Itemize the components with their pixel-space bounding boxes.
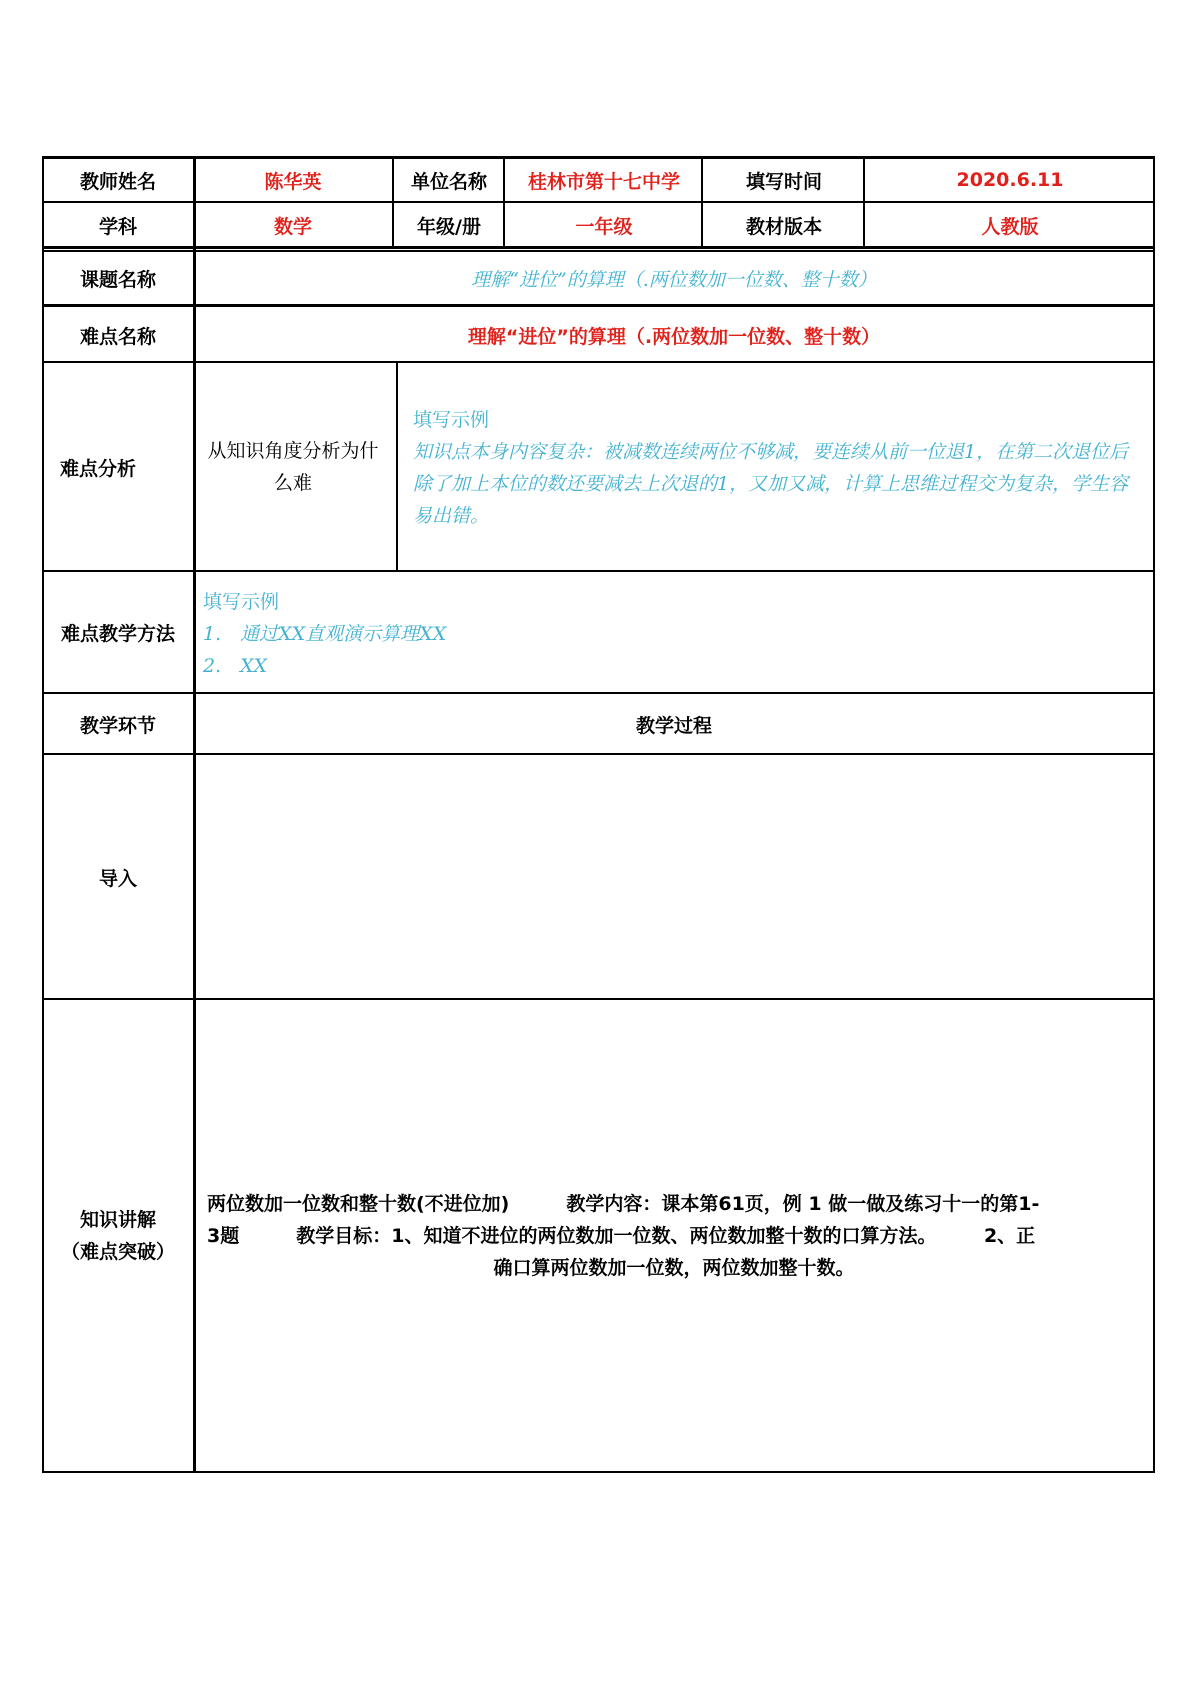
hline-bottom	[42, 1471, 1155, 1473]
difficulty-label: 难点名称	[79, 325, 156, 348]
method-example-title: 填写示例	[203, 591, 280, 613]
hline-3	[42, 246, 1155, 249]
method-example	[193, 572, 1155, 692]
difficulty-row	[43, 308, 1155, 362]
border-right	[1153, 156, 1155, 1473]
edition-value: 人教版	[981, 215, 1039, 238]
teacher-label: 教师姓名	[79, 170, 156, 193]
unit-label: 单位名称	[410, 170, 487, 193]
section-header-label: 教学环节	[79, 714, 156, 737]
hline-9	[42, 753, 1155, 755]
header-row-2	[43, 203, 1155, 247]
header-row-1	[43, 158, 1155, 202]
analysis-label: 难点分析	[59, 457, 136, 480]
explain-line-2: 3题 教学目标：1、知道不进位的两位数加一位数、两位数加整十数的口算方法。 2、正	[207, 1225, 1036, 1247]
intro-content	[193, 756, 1155, 998]
explain-line-3: 确口算两位数加一位数，两位数加整十数。	[493, 1257, 855, 1279]
date-label: 填写时间	[745, 170, 822, 193]
process-header-label: 教学过程	[635, 714, 712, 737]
difficulty-value: 理解“进位”的算理（.两位数加一位数、整十数）	[467, 325, 881, 348]
teacher-value: 陈华英	[264, 170, 322, 193]
hline-6	[42, 361, 1155, 363]
hline-4	[42, 250, 1155, 252]
explain-label	[43, 1000, 193, 1472]
topic-label: 课题名称	[79, 268, 156, 291]
border-left	[42, 156, 44, 1473]
topic-row	[43, 251, 1155, 305]
label-column-divider	[193, 156, 196, 1473]
topic-value: 理解“进位”的算理（.两位数加一位数、整十数）	[471, 268, 877, 291]
method-item-1: 1. 通过XX直观演示算理XX	[203, 623, 447, 645]
hline-7	[42, 570, 1155, 572]
unit-value: 桂林市第十七中学	[527, 170, 680, 193]
intro-label: 导入	[98, 867, 137, 890]
explain-label-line1: 知识讲解	[79, 1209, 156, 1231]
subject-label: 学科	[98, 215, 137, 238]
analysis-example-text: 知识点本身内容复杂：被减数连续两位不够减，要连续从前一位退1，在第二次退位后除了加上本位的数还要减去上次退的1，又加又减，计算上思维过程交为复杂，学生容易出错。	[413, 441, 1129, 527]
analysis-sub-label-text: 从知识角度分析为什么难	[207, 440, 379, 494]
subject-value: 数学	[273, 215, 312, 238]
explain-line-1: 两位数加一位数和整十数(不进位加) 教学内容：课本第61页，例 1 做一做及练习十一的第1-	[207, 1193, 1040, 1215]
hline-top	[42, 156, 1155, 159]
explain-row	[43, 1000, 1155, 1472]
date-value: 2020.6.11	[956, 169, 1064, 191]
hline-5	[42, 304, 1155, 307]
analysis-sub-label	[193, 364, 393, 570]
explain-label-line2: （难点突破）	[60, 1241, 175, 1263]
hline-8	[42, 692, 1155, 694]
method-label: 难点教学方法	[60, 622, 175, 645]
analysis-example-title: 填写示例	[413, 409, 490, 431]
hline-2	[42, 201, 1155, 203]
process-header-row	[43, 694, 1155, 754]
grade-value: 一年级	[575, 215, 633, 238]
analysis-divider	[396, 362, 398, 570]
intro-row	[43, 756, 1155, 998]
method-row	[43, 572, 1155, 692]
explain-content	[193, 1000, 1155, 1472]
grade-label: 年级/册	[417, 215, 481, 238]
edition-label: 教材版本	[745, 215, 822, 238]
hline-10	[42, 998, 1155, 1000]
method-item-2: 2. XX	[203, 655, 268, 677]
analysis-example	[403, 364, 1155, 570]
analysis-row	[43, 364, 1155, 570]
